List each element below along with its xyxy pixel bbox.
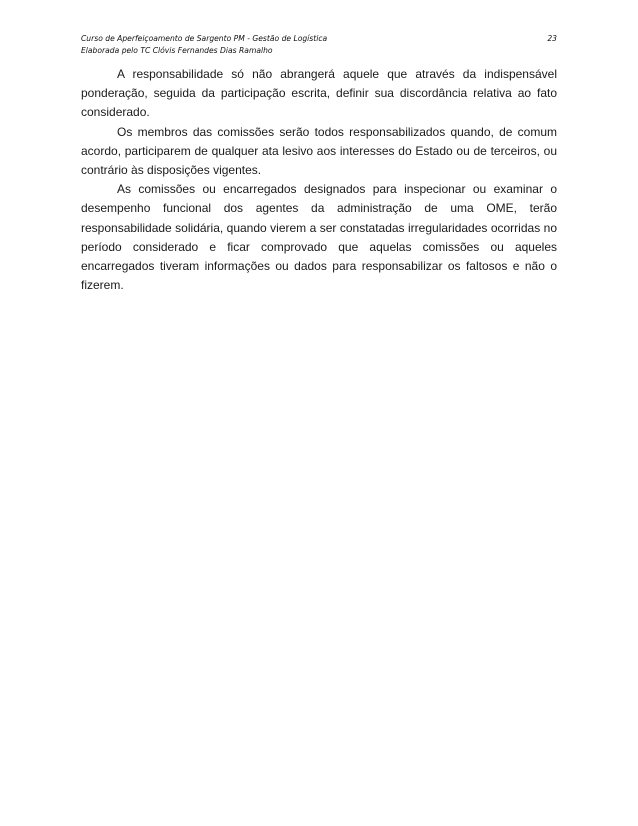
paragraph: A responsabilidade só não abrangerá aquele que através da indispensável ponderação, seguida da participação escrita, definir sua discordância relativa ao fato considerado. bbox=[81, 67, 557, 120]
paragraph: As comissões ou encarregados designados para inspecionar ou examinar o desempenho funcional dos agentes da administração de uma OME, terão responsabilidade solidária, quando vierem a ser constatadas irregularidades ocorridas no período considerado e ficar comprovado que aquelas comissões ou aqueles encarregados tiveram informações ou dados para responsabilizar os faltosos e não o fizerem. bbox=[81, 182, 557, 293]
body-text bbox=[81, 65, 557, 295]
author-line: Elaborada pelo TC Clóvis Fernandes Dias Ramalho bbox=[81, 46, 273, 55]
course-title: Curso de Aperfeiçoamento de Sargento PM - Gestão de Logística bbox=[81, 34, 328, 43]
paragraph: Os membros das comissões serão todos responsabilizados quando, de comum acordo, participarem de qualquer ata lesivo aos interesses do Estado ou de terceiros, ou contrário às disposições vigentes. bbox=[81, 124, 557, 178]
header-top-line bbox=[81, 33, 557, 45]
page-header bbox=[81, 33, 557, 57]
page-number: 23 bbox=[547, 34, 557, 43]
